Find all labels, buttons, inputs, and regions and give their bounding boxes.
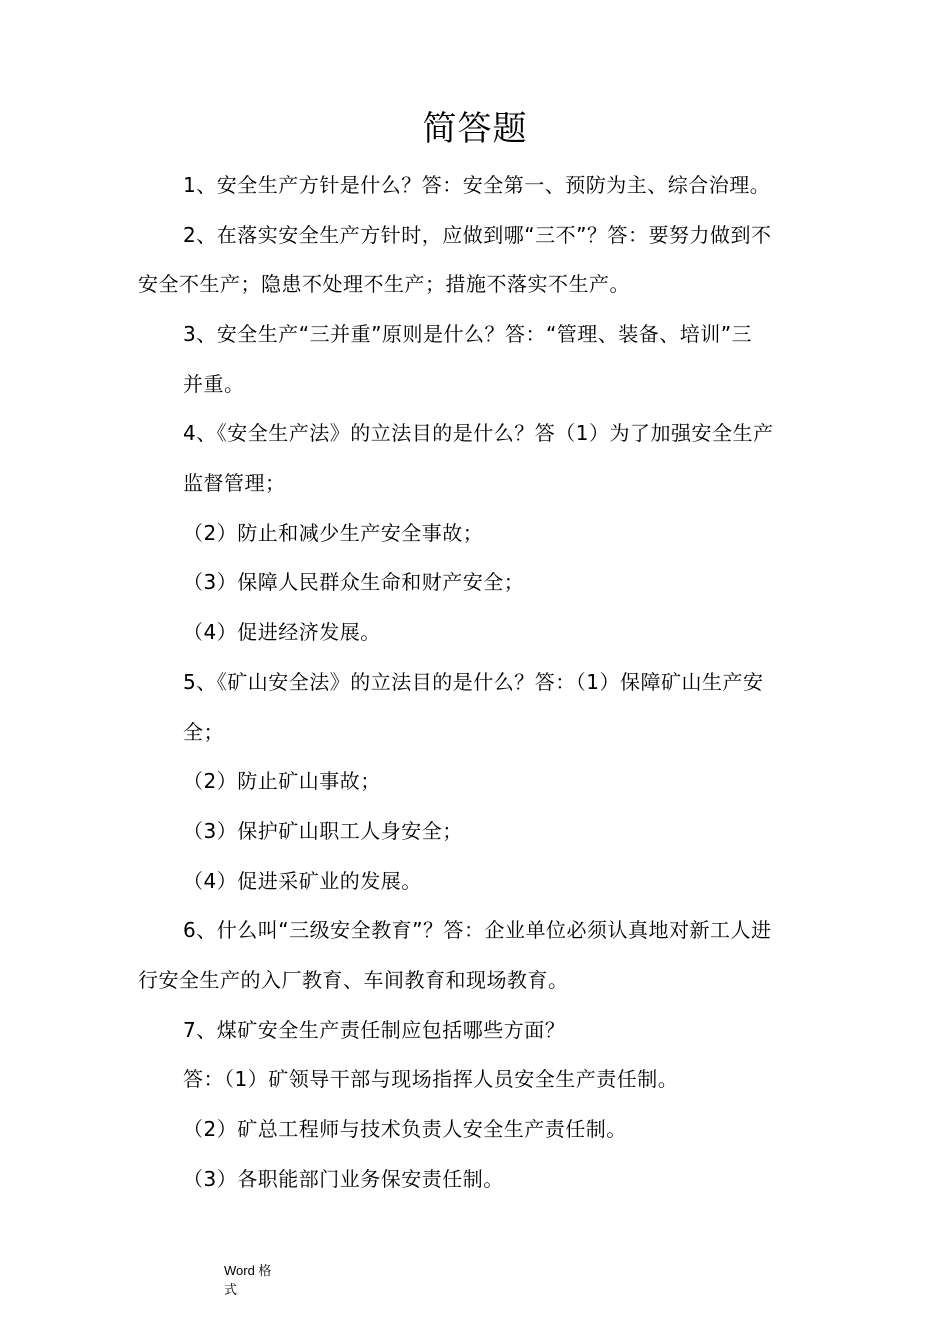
text-line: 5、《矿山安全法》的立法目的是什么？答：（1）保障矿山生产安 [183, 670, 764, 694]
text-line: 4、《安全生产法》的立法目的是什么？答（1）为了加强安全生产 [183, 421, 774, 445]
text-line: 安全不生产；隐患不处理不生产；措施不落实不生产。 [138, 272, 630, 296]
text-line: （2）矿总工程师与技术负责人安全生产责任制。 [183, 1117, 627, 1141]
page-title: 简答题 [422, 109, 528, 149]
text-line: （4）促进经济发展。 [183, 620, 381, 644]
text-line: 3、安全生产“三并重”原则是什么？答：“管理、装备、培训”三 [183, 322, 753, 346]
text-line: 全； [183, 720, 224, 744]
text-line: （3）保障人民群众生命和财产安全； [183, 570, 525, 594]
text-line: 并重。 [183, 372, 245, 396]
text-line: （2）防止矿山事故； [183, 769, 381, 793]
footer-line: Word 格 [224, 1263, 272, 1278]
footer-watermark [224, 1261, 271, 1299]
text-line: （3）保护矿山职工人身安全； [183, 819, 463, 843]
text-line: 1、安全生产方针是什么？答：安全第一、预防为主、综合治理。 [183, 173, 771, 197]
text-line: 答：（1）矿领导干部与现场指挥人员安全生产责任制。 [183, 1067, 679, 1091]
text-line: 6、什么叫“三级安全教育”？答：企业单位必须认真地对新工人进 [183, 918, 772, 942]
text-line: 行安全生产的入厂教育、车间教育和现场教育。 [138, 968, 569, 992]
footer-line: 式 [224, 1282, 238, 1297]
text-line: 2、在落实安全生产方针时，应做到哪“三不”？答：要努力做到不 [183, 223, 772, 247]
text-line: 7、煤矿安全生产责任制应包括哪些方面？ [183, 1018, 566, 1042]
text-line: 监督管理； [183, 471, 286, 495]
text-line: （2）防止和减少生产安全事故； [183, 521, 484, 545]
text-line: （3）各职能部门业务保安责任制。 [183, 1167, 504, 1191]
text-line: （4）促进采矿业的发展。 [183, 869, 422, 893]
